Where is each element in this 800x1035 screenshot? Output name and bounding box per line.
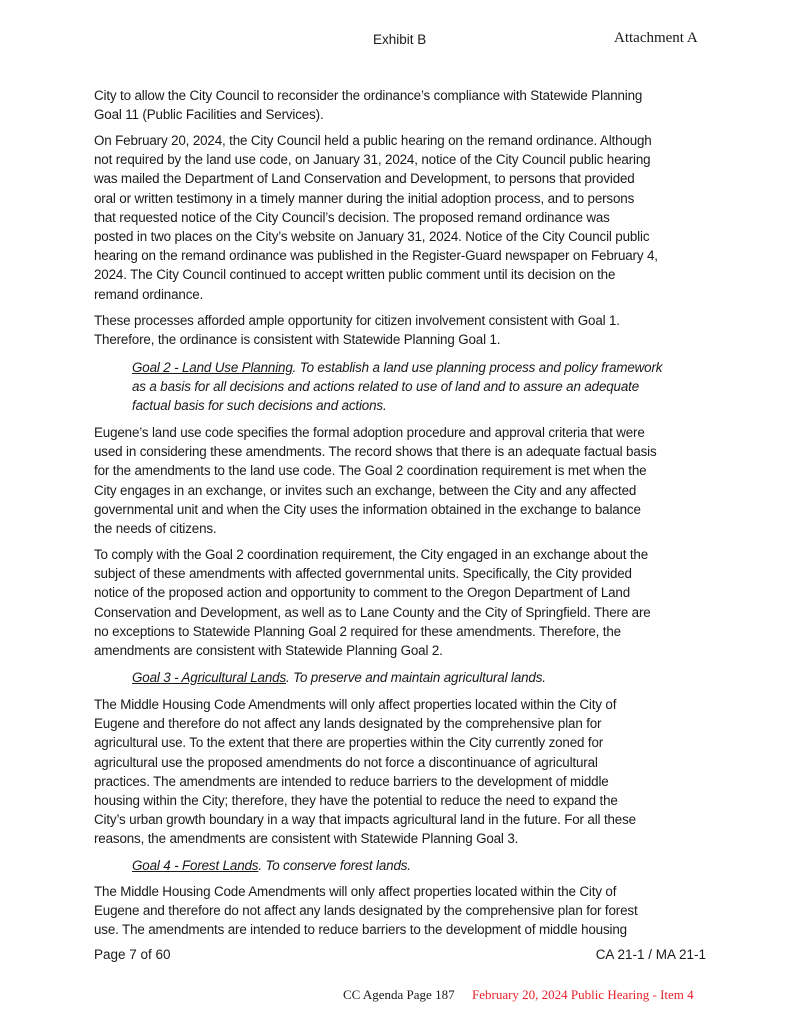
- text-line: . To establish a land use planning process and policy framework: [292, 360, 663, 375]
- text-line: as a basis for all decisions and actions related to use of land and to assure an adequate: [132, 379, 639, 395]
- text-line: On February 20, 2024, the City Council held a public hearing on the remand ordinance. Although: [94, 133, 652, 148]
- hearing-stamp: February 20, 2024 Public Hearing - Item 4: [472, 987, 694, 1002]
- text-line: was mailed the Department of Land Conservation and Development, to persons that provided: [94, 171, 635, 187]
- paragraph: [94, 86, 714, 124]
- text-line: Therefore, the ordinance is consistent with Statewide Planning Goal 1.: [94, 332, 501, 348]
- agenda-page-stamp: CC Agenda Page 187: [343, 987, 455, 1002]
- paragraph: [94, 131, 714, 304]
- paragraph: [94, 882, 714, 940]
- text-line: City’s urban growth boundary in a way that impacts agricultural land in the future. For all these: [94, 812, 636, 828]
- text-line: . To conserve forest lands.: [258, 858, 411, 873]
- text-line: no exceptions to Statewide Planning Goal 2 required for these amendments. Therefore, the: [94, 623, 621, 639]
- text-line: City to allow the City Council to reconsider the ordinance’s compliance with Statewide Planning: [94, 88, 643, 103]
- text-line: governmental unit and when the City uses the information obtained in the exchange to balance: [94, 501, 641, 517]
- text-line: City engages in an exchange, or invites such an exchange, between the City and any affected: [94, 482, 637, 498]
- text-line: agricultural use. To the extent that there are properties within the City currently zoned for: [94, 735, 604, 751]
- attachment-label: Attachment A: [614, 30, 698, 46]
- exhibit-label: Exhibit B: [373, 32, 427, 47]
- goal-title: Goal 4 - Forest Lands: [132, 858, 259, 873]
- text-line: Eugene and therefore do not affect any lands designated by the comprehensive plan for forest: [94, 903, 638, 919]
- text-line: amendments are consistent with Statewide Planning Goal 2.: [94, 643, 443, 659]
- text-line: To comply with the Goal 2 coordination requirement, the City engaged in an exchange about the: [94, 547, 649, 562]
- text-line: agricultural use the proposed amendments do not force a discontinuance of agricultural: [94, 754, 598, 770]
- paragraph: [94, 311, 714, 349]
- goal-title: Goal 2 - Land Use Planning: [132, 360, 293, 375]
- text-line: Eugene and therefore do not affect any lands designated by the comprehensive plan for: [94, 716, 602, 732]
- text-line: factual basis for such decisions and actions.: [132, 398, 387, 414]
- text-line: Goal 11 (Public Facilities and Services).: [94, 107, 324, 123]
- text-line: . To preserve and maintain agricultural lands.: [286, 670, 546, 685]
- text-line: the needs of citizens.: [94, 521, 217, 537]
- text-line: housing within the City; therefore, they have the potential to reduce the need to expand the: [94, 793, 618, 809]
- text-line: that requested notice of the City Council’s decision. The proposed remand ordinance was: [94, 209, 610, 225]
- paragraph: [94, 545, 714, 660]
- text-line: not required by the land use code, on January 31, 2024, notice of the City Council public hearing: [94, 152, 651, 168]
- text-line: 2024. The City Council continued to accept written public comment until its decision on the: [94, 267, 616, 283]
- goal-3-statement: [132, 668, 712, 687]
- paragraph: [94, 695, 714, 849]
- text-line: hearing on the remand ordinance was published in the Register-Guard newspaper on February 4,: [94, 248, 658, 264]
- text-line: subject of these amendments with affected governmental units. Specifically, the City provided: [94, 566, 632, 582]
- goal-title: Goal 3 - Agricultural Lands: [132, 670, 286, 685]
- text-line: These processes afforded ample opportunity for citizen involvement consistent with Goal 1.: [94, 313, 620, 328]
- goal-2-statement: [132, 358, 712, 416]
- text-line: posted in two places on the City’s website on January 31, 2024. Notice of the City Council public: [94, 229, 650, 245]
- text-line: oral or written testimony in a timely manner during the initial adoption process, and to persons: [94, 190, 635, 206]
- paragraph: [94, 423, 714, 538]
- goal-4-statement: [132, 856, 712, 875]
- text-line: remand ordinance.: [94, 286, 204, 302]
- text-line: Conservation and Development, as well as to Lane County and the City of Springfield. There are: [94, 604, 651, 620]
- text-line: used in considering these amendments. The record shows that there is an adequate factual basis: [94, 444, 657, 460]
- text-line: use. The amendments are intended to reduce barriers to the development of middle housing: [94, 922, 627, 938]
- text-line: for the amendments to the land use code. The Goal 2 coordination requirement is met when the: [94, 463, 647, 479]
- text-line: The Middle Housing Code Amendments will only affect properties located within the City of: [94, 697, 617, 712]
- text-line: practices. The amendments are intended to reduce barriers to the development of middle: [94, 773, 609, 789]
- text-line: The Middle Housing Code Amendments will only affect properties located within the City of: [94, 884, 617, 899]
- text-line: Eugene’s land use code specifies the formal adoption procedure and approval criteria that were: [94, 425, 645, 440]
- case-number: CA 21-1 / MA 21-1: [595, 947, 706, 962]
- text-line: notice of the proposed action and opportunity to comment to the Oregon Department of Land: [94, 585, 631, 601]
- page-number: Page 7 of 60: [94, 947, 171, 962]
- text-line: reasons, the amendments are consistent with Statewide Planning Goal 3.: [94, 831, 519, 847]
